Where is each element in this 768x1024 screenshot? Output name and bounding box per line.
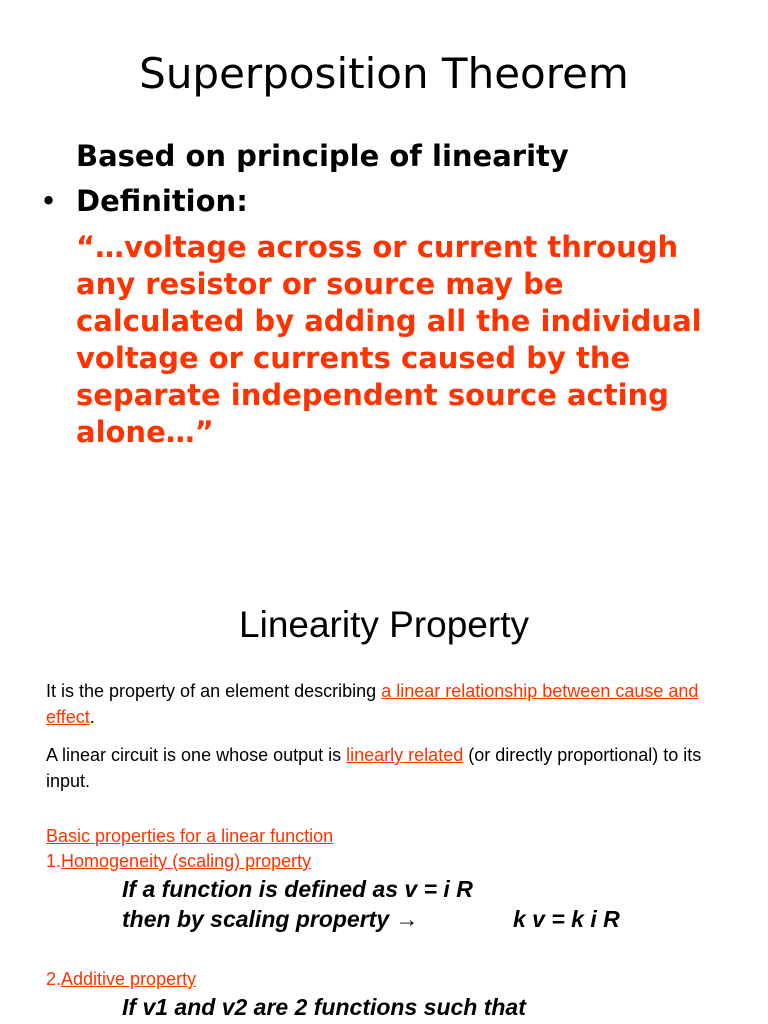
para2-text: A linear circuit is one whose output is — [46, 745, 347, 765]
quote-line: voltage or currents caused by the — [76, 341, 631, 375]
quote-line: separate independent source acting — [76, 378, 669, 412]
item-number: 2. — [46, 969, 62, 989]
formula-scaling-result: k v = k i R — [513, 906, 620, 932]
linearly-related-link[interactable]: linearly related — [346, 745, 464, 765]
additive-link[interactable]: Additive property — [61, 969, 197, 989]
formula-additive-line1: If v1 and v2 are 2 functions such that — [122, 994, 526, 1020]
linear-relationship-link[interactable]: a linear relationship between cause and effect — [46, 681, 699, 727]
quote-line: “…voltage across or current through — [76, 230, 679, 264]
definition-label: Definition: — [76, 184, 248, 218]
linear-circuit-paragraph — [46, 742, 736, 794]
formula-scaling-line2: then by scaling property → — [122, 906, 419, 932]
para1-text: It is the property of an element describing — [46, 681, 382, 701]
slide-linearity — [0, 512, 768, 1024]
formula-scaling-line1: If a function is defined as v = i R — [122, 876, 473, 902]
quote-line: calculated by adding all the individual — [76, 304, 702, 338]
bullet-dot: • — [40, 184, 58, 218]
slide-title-superposition: Superposition Theorem — [139, 49, 629, 98]
quote-line: alone…” — [76, 415, 214, 449]
linearity-definition-paragraph — [46, 678, 736, 730]
homogeneity-property-item — [46, 848, 311, 874]
para1-end: . — [89, 707, 95, 727]
basic-properties-heading[interactable]: Basic properties for a linear function — [46, 826, 334, 846]
quote-line: any resistor or source may be — [76, 267, 564, 301]
principle-line: Based on principle of linearity — [76, 139, 569, 173]
para2-end: (or directly proportional) to its input. — [46, 745, 702, 791]
homogeneity-link[interactable]: Homogeneity (scaling) property — [61, 851, 312, 871]
additive-property-item — [46, 966, 196, 992]
slide-title-linearity: Linearity Property — [239, 604, 529, 645]
definition-quote — [76, 229, 756, 451]
item-number: 1. — [46, 851, 62, 871]
